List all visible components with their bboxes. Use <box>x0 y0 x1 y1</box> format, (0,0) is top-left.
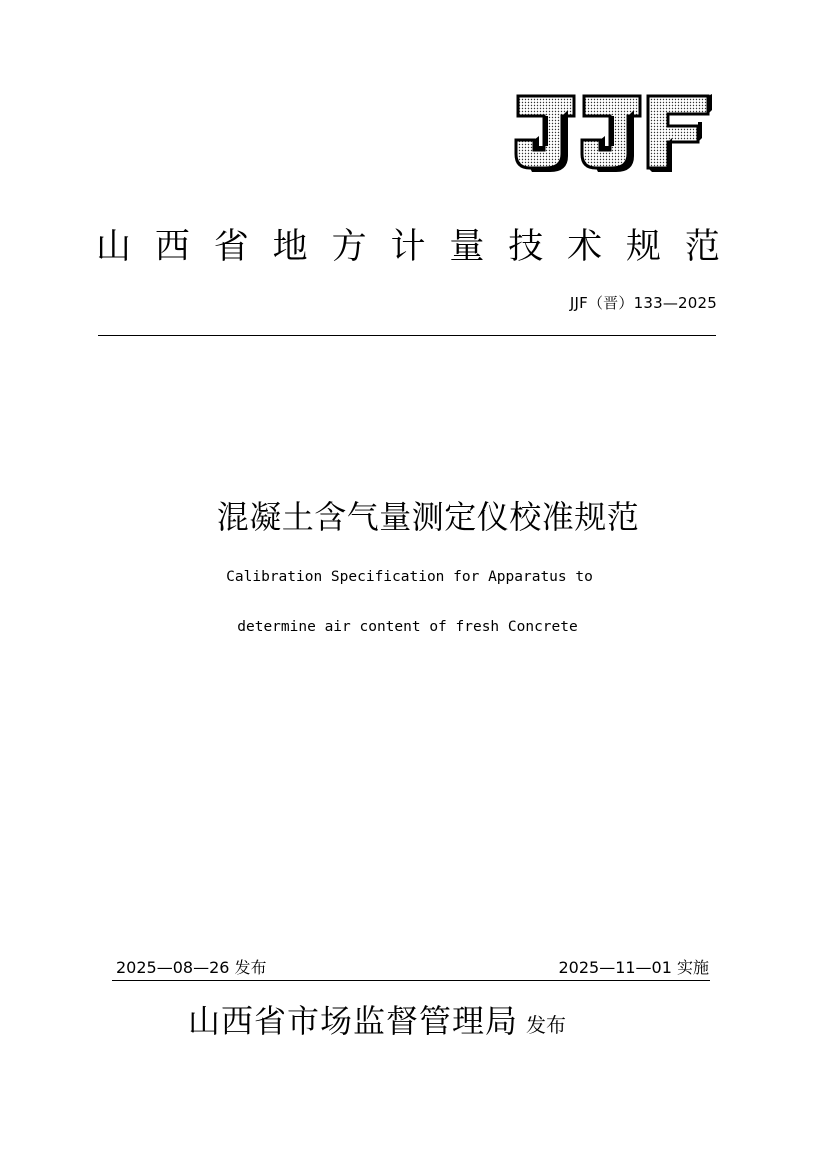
org-standard-title <box>96 222 720 272</box>
publisher-suffix: 发布 <box>526 1013 567 1037</box>
org-title-char: 山 <box>96 227 132 267</box>
document-title-cn: 混凝土含气量测定仪校准规范 <box>216 498 640 536</box>
logo-letter-f <box>648 94 712 172</box>
org-title-char: 省 <box>213 227 249 267</box>
org-title-char: 西 <box>154 227 190 267</box>
issue-date: 2025—08—26 发布 <box>116 958 267 977</box>
jjf-logo <box>512 92 712 172</box>
publisher <box>188 998 566 1048</box>
org-title-char: 地 <box>272 227 308 267</box>
standard-code: JJF（晋）133—2025 <box>569 294 717 312</box>
logo-letter-j-2 <box>582 96 640 172</box>
org-title-char: 术 <box>567 227 603 267</box>
org-title-char: 量 <box>449 227 485 267</box>
header-divider <box>98 335 716 336</box>
logo-letter-j-1 <box>516 96 574 172</box>
org-title-char: 计 <box>390 227 426 267</box>
implementation-date: 2025—11—01 实施 <box>558 958 709 977</box>
org-title-char: 规 <box>626 227 662 267</box>
publisher-name: 山西省市场监督管理局 <box>188 1002 519 1040</box>
document-title-en-line-2: determine air content of fresh Concrete <box>237 619 578 635</box>
document-title-en-line-1: Calibration Specification for Apparatus to <box>226 569 593 585</box>
org-title-char: 方 <box>331 227 367 267</box>
footer-divider <box>112 980 710 981</box>
org-title-char: 技 <box>508 227 544 267</box>
org-title-char: 范 <box>684 227 720 267</box>
